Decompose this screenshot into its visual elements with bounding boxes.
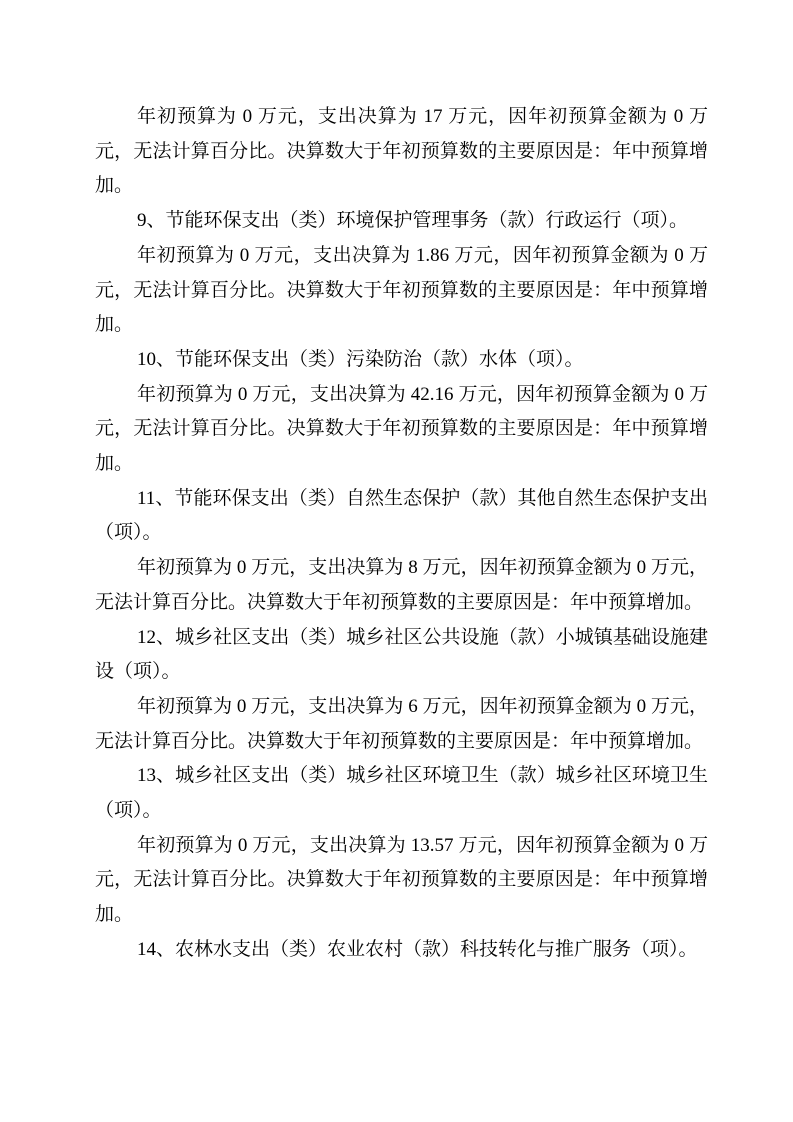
paragraph-budget-detail: 年初预算为 0 万元，支出决算为 42.16 万元，因年初预算金额为 0 万元，无法计算百分比。决算数大于年初预算数的主要原因是：年中预算增加。 [95,383,708,475]
paragraph-item-14: 14、农林水支出（类）农业农村（款）科技转化与推广服务（项）。 [137,938,698,960]
paragraph-budget-detail: 年初预算为 0 万元，支出决算为 8 万元，因年初预算金额为 0 万元，无法计算百分比。决算数大于年初预算数的主要原因是：年中预算增加。 [95,557,708,613]
paragraph-budget-detail: 年初预算为 0 万元，支出决算为 1.86 万元，因年初预算金额为 0 万元，无法计算百分比。决算数大于年初预算数的主要原因是：年中预算增加。 [95,244,708,336]
paragraph-item-13: 13、城乡社区支出（类）城乡社区环境卫生（款）城乡社区环境卫生（项）。 [95,765,708,822]
paragraph-budget-detail: 年初预算为 0 万元，支出决算为 13.57 万元，因年初预算金额为 0 万元，无法计算百分比。决算数大于年初预算数的主要原因是：年中预算增加。 [95,834,708,926]
paragraph-item-10: 10、节能环保支出（类）污染防治（款）水体（项）。 [137,348,584,370]
paragraph-item-11: 11、节能环保支出（类）自然生态保护（款）其他自然生态保护支出（项）。 [95,487,708,544]
paragraph-item-12: 12、城乡社区支出（类）城乡社区公共设施（款）小城镇基础设施建设（项）。 [95,626,708,683]
paragraph-budget-detail: 年初预算为 0 万元，支出决算为 6 万元，因年初预算金额为 0 万元，无法计算百分比。决算数大于年初预算数的主要原因是：年中预算增加。 [95,695,708,752]
paragraph-item-9: 9、节能环保支出（类）环境保护管理事务（款）行政运行（项）。 [137,210,689,232]
paragraph-budget-detail: 年初预算为 0 万元，支出决算为 17 万元，因年初预算金额为 0 万元，无法计算百分比。决算数大于年初预算数的主要原因是：年中预算增加。 [95,106,708,197]
